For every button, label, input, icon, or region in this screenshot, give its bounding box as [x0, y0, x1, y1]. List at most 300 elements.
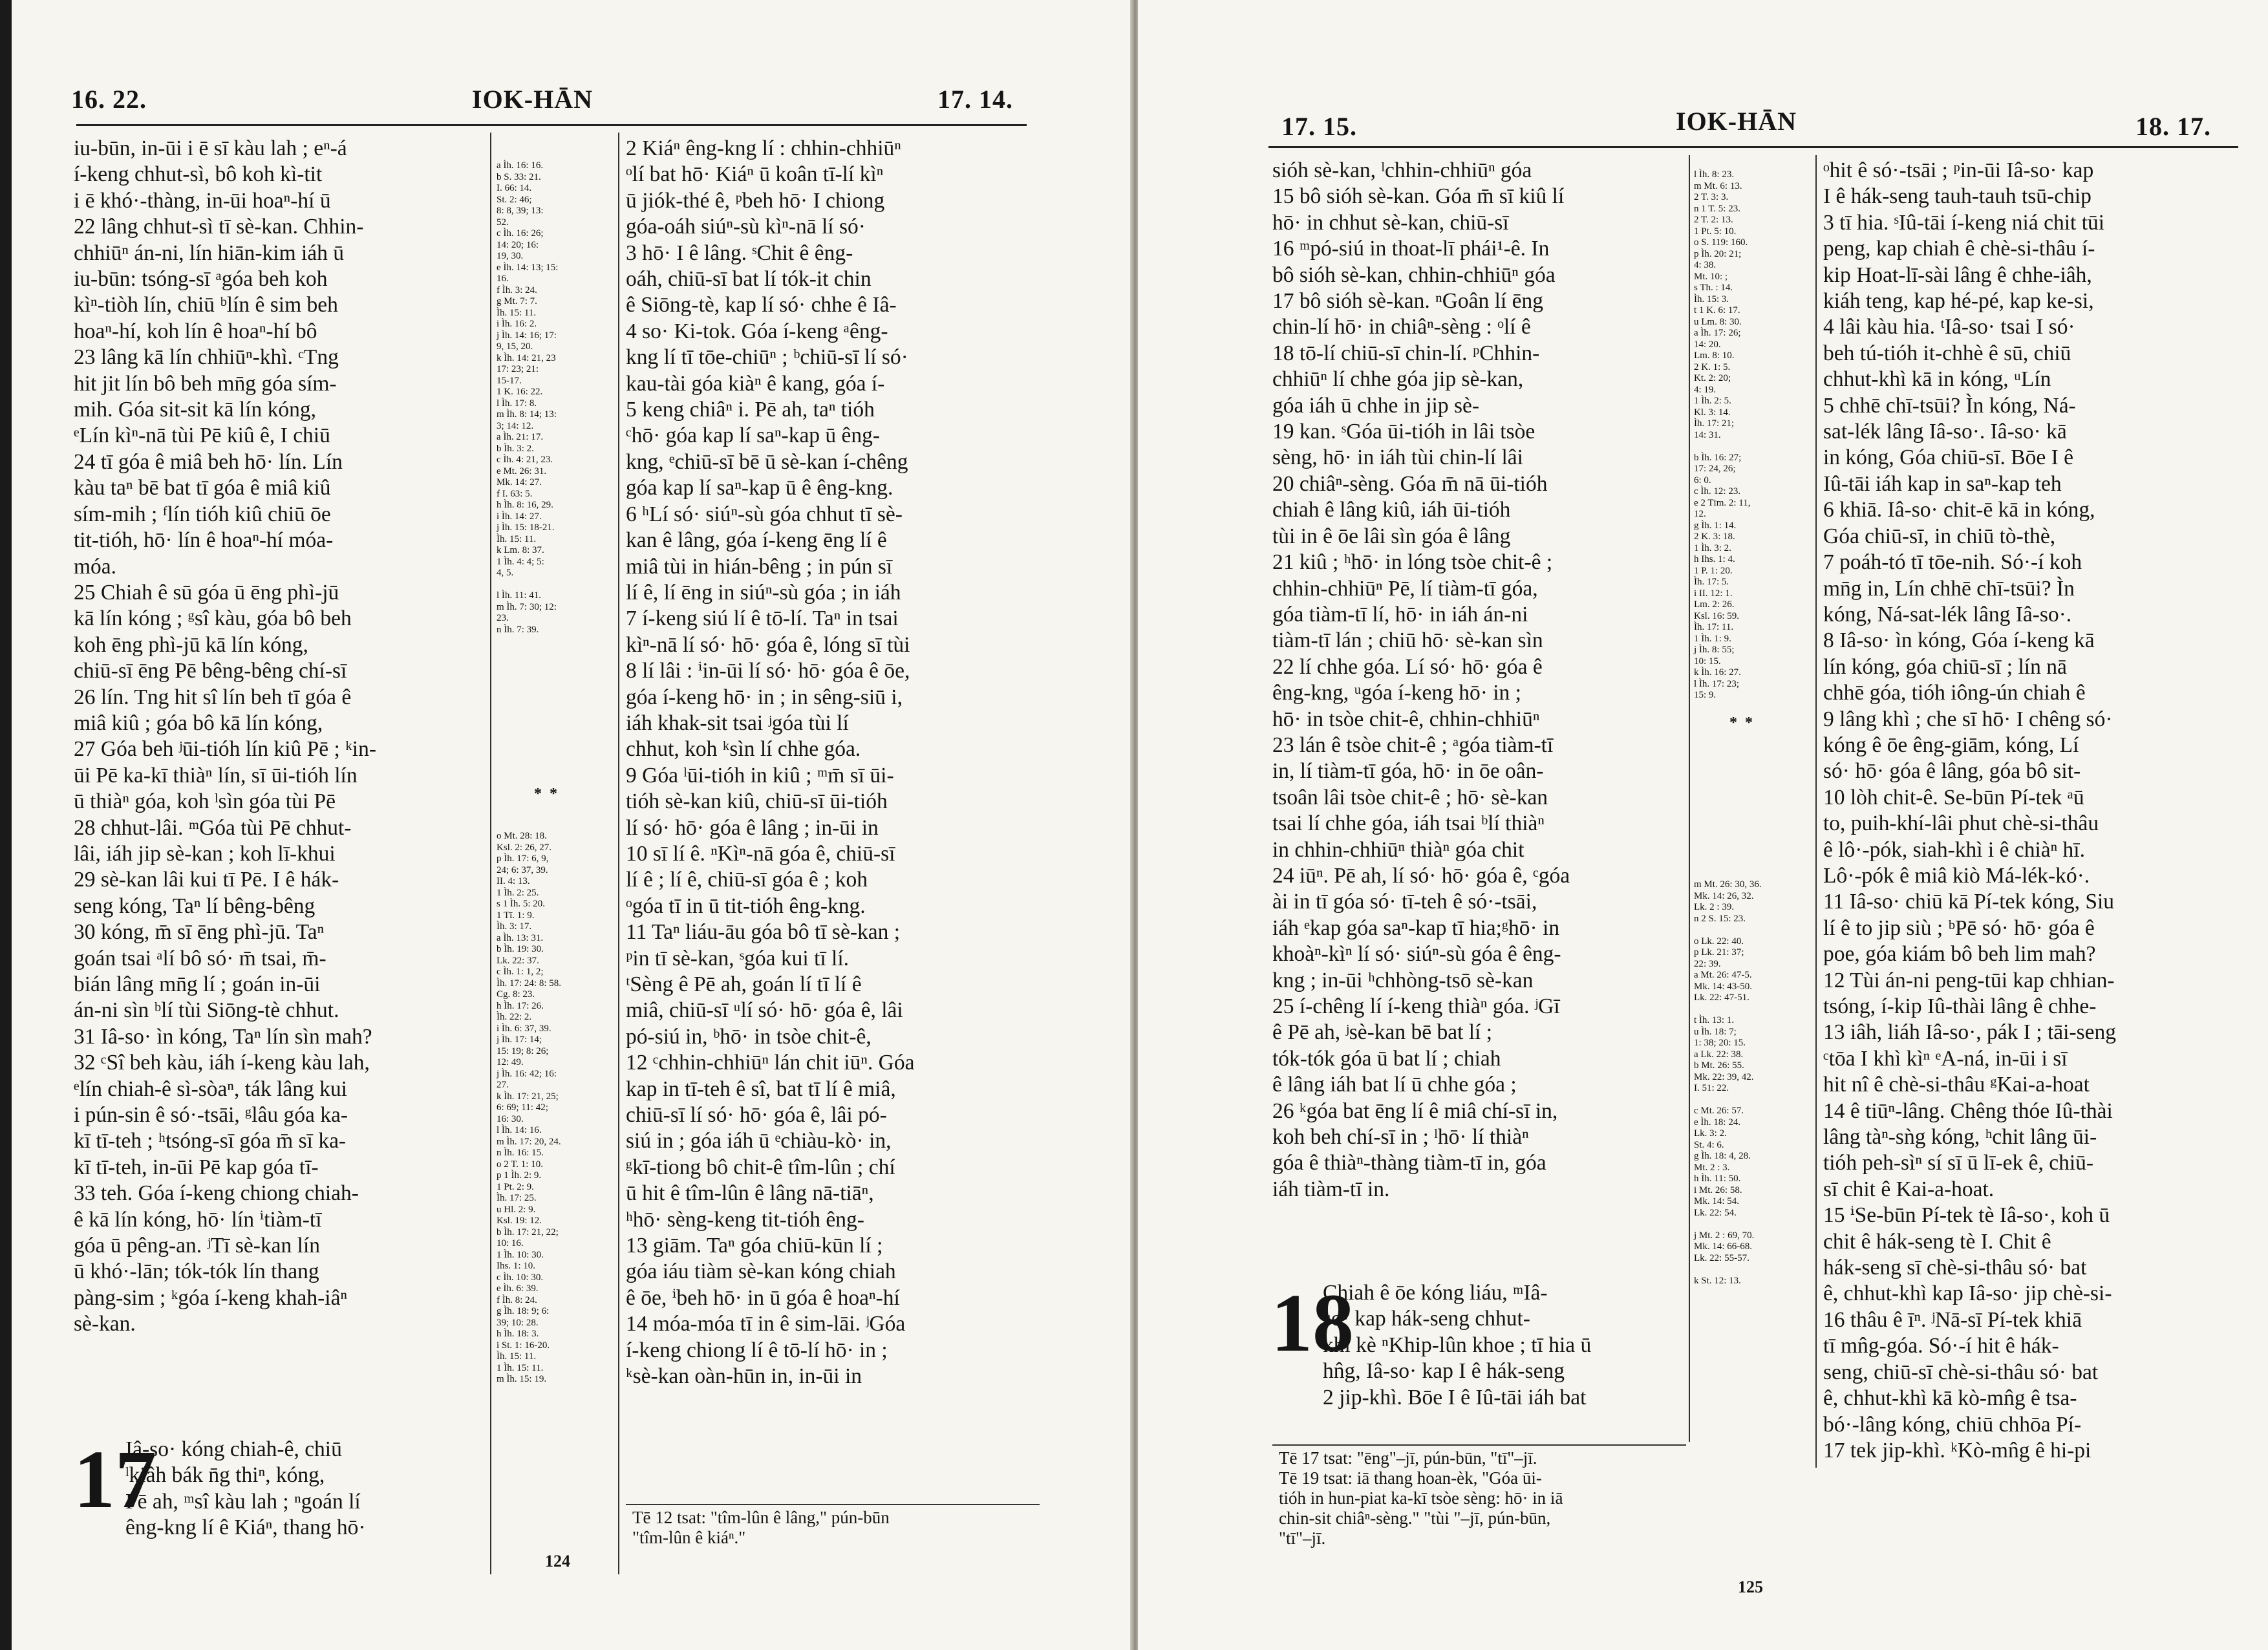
verse-line: koh ēng phì-jū kā lín kóng,	[74, 632, 308, 657]
cross-reference: 1 Pt. 5: 10.	[1694, 226, 1737, 237]
cross-reference: 22: 39.	[1694, 958, 1721, 969]
cross-reference: t Ìh. 13: 1.	[1694, 1015, 1735, 1025]
verse-line: 19 kan. ˢGóa ūi-tióh in lâi tsòe	[1272, 420, 1535, 444]
cross-reference: u Hl. 2: 9.	[497, 1204, 536, 1215]
reference-separator: * *	[534, 786, 557, 802]
verse-line: 15 ⁱSe-būn Pí-tek tè Iâ-so·, koh ū	[1823, 1203, 2110, 1228]
column-rule	[1815, 155, 1817, 1468]
verse-line: ūi Pē ka-kī thiàⁿ lín, sī ūi-tióh lín	[74, 763, 358, 788]
verse-line: miâ kiû ; góa bô kā lín kóng,	[74, 711, 323, 735]
verse-line: chhut, koh ᵏsìn lí chhe góa.	[626, 737, 861, 762]
cross-reference: b S. 33: 21.	[497, 171, 541, 182]
verse-line: kan ê lâng, góa í-keng ēng lí ê	[626, 528, 887, 553]
column-rule	[618, 133, 619, 1574]
cross-reference: 4: 38.	[1694, 260, 1717, 270]
verse-line: chit ê hák-seng tè I. Chit ê	[1823, 1229, 2051, 1254]
cross-reference: 15: 9.	[1694, 690, 1717, 700]
verse-line: chiū-sī lí só· hō· góa ê, lâi pó-	[626, 1103, 887, 1128]
cross-reference: o 2 T. 1: 10.	[497, 1159, 543, 1170]
verse-line: Pē ah, ᵐsî kàu lah ; ⁿgoán lí	[125, 1489, 361, 1514]
reference-column	[1694, 169, 1817, 702]
cross-reference: m Ìh. 15: 19.	[497, 1374, 547, 1384]
verse-line: Iû-tāi iáh kap in saⁿ-kap teh	[1823, 471, 2062, 496]
cross-reference: 14: 31.	[1694, 429, 1721, 440]
cross-reference: 15: 19; 8: 26;	[497, 1045, 549, 1056]
cross-reference: I. 51: 22.	[1694, 1083, 1729, 1093]
verse-line: tiàm-tī lán ; chiū hō· sè-kan sìn	[1272, 628, 1543, 653]
cross-reference: 1 K. 16: 22.	[497, 387, 543, 397]
cross-reference: m Ìh. 17: 20, 24.	[497, 1136, 561, 1147]
verse-line: ʰhō· sèng-keng tit-tióh êng-	[626, 1207, 864, 1232]
cross-reference: a Mt. 26: 47-5.	[1694, 970, 1752, 980]
cross-reference: 8: 8, 39; 13:	[497, 206, 544, 216]
running-head-right: 17. 14.	[937, 85, 1013, 114]
verse-line: só· hō· góa ê lâng, góa bô sit-	[1823, 759, 2081, 784]
verse-line: 10 lòh chit-ê. Se-būn Pí-tek ᵃū	[1823, 785, 2084, 809]
verse-line: lí só· hō· góa ê lâng ; in-ūi in	[626, 815, 879, 840]
verse-line: ê, chhut-khì kap Iâ-so· jip chè-si-	[1823, 1281, 2112, 1306]
header-rule	[1268, 146, 2238, 148]
verse-line: kng lí tī tōe-chiūⁿ ; ᵇchiū-sī lí só·	[626, 345, 908, 370]
verse-line: ê Siōng-tè, kap lí só· chhe ê Iâ-	[626, 293, 897, 317]
verse-line: 26 ᵏgóa bat ēng lí ê miâ chí-sī in,	[1272, 1098, 1558, 1123]
verse-line: chhiūⁿ án-ni, lín hiān-kim iáh ū	[74, 241, 345, 265]
cross-reference: Lk. 22: 54.	[1694, 1207, 1737, 1218]
footnote-line: Tē 17 tsat: "ēng"–jī, pún-būn, "tī"–jī.	[1279, 1448, 1537, 1468]
cross-reference: 1 Ìh. 2: 25.	[497, 887, 539, 898]
verse-line: kng ; in-ūi ʰchhòng-tsō sè-kan	[1272, 968, 1534, 992]
cross-reference: c Mt. 26: 57.	[1694, 1106, 1744, 1116]
cross-reference: e Ìh. 6: 39.	[497, 1283, 539, 1294]
verse-line: seng, chiū-sī chè-si-thâu só· bat	[1823, 1360, 2099, 1384]
column-rule	[490, 133, 491, 1574]
verse-line: 7 í-keng siú lí ê tō-lí. Taⁿ in tsai	[626, 606, 899, 631]
cross-reference: Ìh. 15: 3.	[1694, 294, 1729, 305]
verse-line: ᵉLín kìⁿ-nā tùi Pē kiû ê, I chiū	[74, 423, 330, 448]
cross-reference: 2 T. 3: 3.	[1694, 192, 1729, 202]
verse-line: 7 poáh-tó tī tōe-nih. Só·-í koh	[1823, 550, 2082, 575]
footnote-line: tióh in hun-piat ka-kī tsòe sèng: hō· in iā	[1279, 1488, 1563, 1508]
cross-reference: 16.	[497, 273, 509, 284]
verse-line: 13 giām. Taⁿ góa chiū-kūn lí ;	[626, 1234, 883, 1258]
cross-reference: 1 Ìh. 3: 2.	[1694, 542, 1731, 553]
cross-reference	[497, 579, 626, 591]
cross-reference: 3; 14: 12.	[497, 420, 534, 431]
cross-reference	[1694, 1264, 1817, 1276]
verse-line: 11 Iâ-so· chiū kā Pí-tek kóng, Siu	[1823, 890, 2115, 914]
verse-line: 8 lí lâi : ⁱin-ūi lí só· hō· góa ê ōe,	[626, 659, 910, 683]
cross-reference: b Ìh. 16: 27;	[1694, 452, 1742, 463]
verse-line: 24 tī góa ê miâ beh hō· lín. Lín	[74, 449, 343, 474]
verse-line: tióh peh-sìⁿ sí sī ū lī-ek ê, chiū-	[1823, 1151, 2094, 1175]
cross-reference: Ìh. 17: 24: 8: 58.	[497, 978, 561, 989]
verse-line: 24 iūⁿ. Pē ah, lí só· hō· góa ê, ᶜgóa	[1272, 863, 1570, 888]
verse-line: góa í-keng hō· in ; in sêng-siū i,	[626, 685, 903, 709]
cross-reference: n 1 T. 5: 23.	[1694, 203, 1740, 214]
verse-line: 23 lán ê tsòe chit-ê ; ᵃgóa tiàm-tī	[1272, 733, 1554, 757]
cross-reference: a Ìh. 21: 17.	[497, 432, 544, 442]
cross-reference: 1 P. 1: 20.	[1694, 565, 1733, 576]
verse-line: kī tī-teh, in-ūi Pē kap góa tī-	[74, 1155, 319, 1179]
verse-line: in chhin-chhiūⁿ thiàⁿ góa chit	[1272, 837, 1524, 862]
text-column-1	[74, 136, 487, 1338]
verse-line: 12 Tùi án-ni peng-tūi kap chhian-	[1823, 968, 2115, 992]
verse-line: i pún-sin ê só·-tsāi, ᵍlâu góa ka-	[74, 1103, 348, 1128]
verse-line: Lô·-pók ê miâ kiò Má-lék-kó·.	[1823, 863, 2090, 888]
cross-reference: j Ìh. 17: 14;	[497, 1034, 542, 1045]
cross-reference: Ìh. 15: 11.	[497, 533, 537, 544]
verse-line: pó-siú in, ᵇhō· in tsòe chit-ê,	[626, 1024, 872, 1049]
right-page	[1138, 0, 2268, 1650]
verse-line: kau-tài góa kiàⁿ ê kang, góa í-	[626, 371, 885, 396]
cross-reference: g Mt. 7: 7.	[497, 296, 537, 306]
cross-reference: b Ìh. 19: 30.	[497, 944, 544, 954]
cross-reference: l Ìh. 17: 8.	[497, 398, 537, 409]
reference-separator: * *	[1729, 714, 1753, 731]
verse-line: 30 kóng, m̄ sī ēng phì-jū. Taⁿ	[74, 920, 325, 945]
verse-line: 28 chhut-lâi. ᵐGóa tùi Pē chhut-	[74, 815, 352, 840]
verse-line: ᵒlí bat hō· Kiáⁿ ū koân tī-lí kìⁿ	[626, 162, 884, 187]
verse-line: lín kóng, góa chiū-sī ; lín nā	[1823, 654, 2067, 679]
verse-line: khoàⁿ-kìⁿ lí só· siúⁿ-sù góa ê êng-	[1272, 942, 1561, 967]
column-rule	[1689, 155, 1690, 1442]
cross-reference: m Mt. 6: 13.	[1694, 180, 1742, 191]
verse-line: chin-lí hō· in chiâⁿ-sèng : ᵒlí ê	[1272, 315, 1531, 339]
verse-line: 14 móa-móa tī in ê sim-lāi. ʲGóa	[626, 1312, 906, 1336]
verse-line: hit jit lín bô beh mn̄g góa sím-	[74, 371, 337, 396]
verse-line: kiáh teng, kap hé-pé, kap ke-si,	[1823, 289, 2094, 314]
verse-line: 29 sè-kan lâi kui tī Pē. I ê hák-	[74, 868, 339, 892]
cross-reference: Ìh. 17: 25.	[497, 1193, 537, 1203]
cross-reference: Lk. 3: 2.	[1694, 1128, 1727, 1139]
verse-line: ê lâng iáh bat lí ū chhe góa ;	[1272, 1073, 1517, 1097]
verse-line: 31 Iâ-so· ìn kóng, Taⁿ lín sìn mah?	[74, 1024, 372, 1049]
chapter-numeral: 17	[74, 1433, 156, 1525]
cross-reference: 1 Ìh. 2: 5.	[1694, 396, 1731, 406]
cross-reference: Kl. 3: 14.	[1694, 407, 1731, 418]
cross-reference	[1694, 441, 1817, 453]
cross-reference: 1 Tī. 1: 9.	[497, 910, 535, 921]
verse-line: góa iáh ū chhe in jip sè-	[1272, 393, 1480, 418]
verse-line: tsoân lâi tsòe chit-ê ; hō· sè-kan	[1272, 785, 1548, 809]
chapter-numeral: 18	[1271, 1277, 1354, 1369]
verse-line: bó·-lâng kóng, chiū chhōa Pí-	[1823, 1412, 2082, 1437]
cross-reference: 23.	[497, 613, 509, 623]
verse-line: miâ, chiū-sī ᵘlí só· hō· góa ê, lâi	[626, 998, 903, 1023]
left-page	[0, 0, 1133, 1650]
cross-reference: j Ìh. 16: 42; 16:	[497, 1068, 557, 1079]
verse-line: ᵍkī-tiong bô chit-ê tîm-lûn ; chí	[626, 1155, 895, 1179]
page-number: 124	[545, 1552, 570, 1570]
verse-line: lí ê to jip siù ; ᵇPē só· hō· góa ê	[1823, 916, 2095, 940]
cross-reference	[1694, 925, 1817, 936]
verse-line: 10 sī lí ê. ⁿKìⁿ-nā góa ê, chiū-sī	[626, 841, 895, 866]
footnote	[632, 1508, 1046, 1548]
cross-reference: g Ìh. 18: 9; 6:	[497, 1306, 550, 1316]
cross-reference: 14: 20.	[1694, 339, 1721, 350]
cross-reference: k Lm. 8: 37.	[497, 545, 544, 555]
verse-line: góa ê thiàⁿ-thàng tiàm-tī in, góa	[1272, 1151, 1546, 1175]
cross-reference: Ìh. 22: 2.	[497, 1012, 532, 1022]
cross-reference: Kt. 2: 20;	[1694, 373, 1731, 383]
verse-line: 17 tek jip-khì. ᵏKò-mn̂g ê hi-pi	[1823, 1438, 2091, 1462]
verse-line: tùi in ê ōe lâi sìn góa ê lâng	[1272, 524, 1511, 548]
cross-reference: e Ìh. 18: 24.	[1694, 1117, 1741, 1128]
verse-line: 3 tī hia. ˢIû-tāi í-keng niá chit tūi	[1823, 210, 2105, 235]
verse-line: 6 ʰLí só· siúⁿ-sù góa chhut tī sè-	[626, 502, 903, 526]
cross-reference: Mt. 2 : 3.	[1694, 1162, 1730, 1173]
verse-line: án-ni sìn ᵇlí tùi Siōng-tè chhut.	[74, 998, 339, 1023]
cross-reference: i II. 12: 1.	[1694, 588, 1733, 599]
cross-reference: c Ìh. 4: 21, 23.	[497, 455, 553, 465]
cross-reference: c Ìh. 12: 23.	[1694, 486, 1741, 497]
cross-reference: 2 K. 3: 18.	[1694, 531, 1735, 542]
footnote-rule	[1272, 1444, 1686, 1446]
cross-reference: i Ìh. 6: 37, 39.	[497, 1023, 551, 1034]
verse-line: ū thiàⁿ góa, koh ˡsìn góa tùi Pē	[74, 789, 336, 814]
verse-line: tsóng, í-kip Iû-thài lâng ê chhe-	[1823, 994, 2097, 1018]
verse-line: kng, ᵉchiū-sī bē ū sè-kan í-chêng	[626, 449, 908, 474]
cross-reference: 15-17.	[497, 375, 522, 386]
cross-reference: Ìh. 3: 17.	[497, 921, 532, 932]
verse-line: kip Hoat-lī-sài lâng ê chhe-iâh,	[1823, 262, 2092, 287]
cross-reference: o S. 119: 160.	[1694, 237, 1748, 248]
verse-line: 15 bô sióh sè-kan. Góa m̄ sī kiû lí	[1272, 184, 1565, 209]
footnote-line: Tē 19 tsat: iā thang hoan-èk, "Góa ūi-	[1279, 1468, 1542, 1488]
verse-line: ᵒgóa tī in ū tit-tióh êng-kng.	[626, 894, 866, 918]
verse-line: 12 ᶜchhin-chhiūⁿ lán chit iūⁿ. Góa	[626, 1051, 915, 1075]
verse-line: 21 kiû ; ʰhō· in lóng tsòe chit-ê ;	[1272, 550, 1553, 575]
verse-line: ˡkiâh bák n̄g thiⁿ, kóng,	[125, 1463, 325, 1488]
verse-line: bô sióh sè-kan, chhin-chhiūⁿ góa	[1272, 262, 1556, 287]
verse-line: siú in ; góa iáh ū ᵉchiàu-kò· in,	[626, 1129, 892, 1153]
cross-reference: j Ìh. 14: 16; 17:	[497, 330, 557, 341]
cross-reference: 1 Ìh. 4: 4; 5:	[497, 556, 544, 567]
verse-line: 9 lâng khì ; che sī hō· I chêng só·	[1823, 707, 2113, 731]
cross-reference: i Ìh. 16: 2.	[497, 319, 537, 329]
verse-line: 9 Góa ˡūi-tióh in kiû ; ᵐm̄ sī ūi-	[626, 763, 894, 788]
verse-line: 25 Chiah ê sū góa ū ēng phì-jū	[74, 580, 339, 605]
reference-column-2	[1694, 879, 1817, 1287]
verse-line: Chiah ê ōe kóng liáu, ᵐIâ-	[1323, 1281, 1548, 1305]
verse-line: 20 chiâⁿ-sèng. Góa m̄ nā ūi-tióh	[1272, 471, 1548, 496]
header-rule	[76, 124, 1027, 126]
verse-line: 4 so· Ki-tok. Góa í-keng ᵃêng-	[626, 319, 888, 343]
cross-reference: s Th. : 14.	[1694, 283, 1733, 293]
running-head-title: IOK-HĀN	[472, 85, 593, 114]
cross-reference: k Ìh. 14: 21, 23	[497, 352, 556, 363]
chapter-17-opening	[125, 1437, 487, 1541]
cross-reference: 24; 6: 37, 39.	[497, 864, 548, 875]
cross-reference: k St. 12: 13.	[1694, 1275, 1741, 1286]
verse-line: koh beh chí-sī in ; ˡhō· lí thiàⁿ	[1272, 1125, 1529, 1150]
verse-line: ài in tī góa só· tī-teh ê só·-tsāi,	[1272, 890, 1537, 914]
verse-line: 8 Iâ-so· ìn kóng, Góa í-keng kā	[1823, 628, 2095, 653]
cross-reference: 10: 15.	[1694, 656, 1721, 667]
verse-line: sím-mih ; ᶠlín tióh kiû chiū ōe	[74, 502, 331, 526]
cross-reference: Ìh. 15: 11.	[497, 1351, 537, 1362]
verse-line: so· kap hák-seng chhut-	[1323, 1307, 1530, 1331]
cross-reference: m Ìh. 8: 14; 13:	[497, 409, 557, 420]
cross-reference: m Ìh. 7: 30; 12:	[497, 601, 557, 612]
cross-reference: a Ìh. 16: 16.	[497, 160, 544, 171]
cross-reference: Mt. 10: ;	[1694, 271, 1728, 282]
cross-reference: Lk. 2 : 39.	[1694, 902, 1735, 912]
verse-line: 16 ᵐpó-siú in thoat-lī phái¹-ê. In	[1272, 237, 1550, 261]
verse-line: mih. Góa sit-sit kā lín kóng,	[74, 398, 316, 422]
footnote-line: Tē 12 tsat: "tîm-lûn ê lâng," pún-būn	[632, 1508, 890, 1527]
verse-line: êng-kng, ᵘgóa í-keng hō· in ;	[1272, 681, 1521, 705]
verse-line: góa ū pêng-an. ʲTī sè-kan lín	[74, 1234, 321, 1258]
verse-line: 2 Kiáⁿ êng-kng lí : chhin-chhiūⁿ	[626, 136, 901, 160]
cross-reference: h Ihs. 1: 4.	[1694, 554, 1735, 564]
verse-line: iu-būn, in-ūi i ē sī kàu lah ; eⁿ-á	[74, 136, 347, 160]
cross-reference: k Ìh. 16: 27.	[1694, 667, 1741, 678]
cross-reference: 1: 38; 20: 15.	[1694, 1038, 1746, 1048]
cross-reference: l Ìh. 17: 23;	[1694, 678, 1739, 689]
verse-line: 2 jip-khì. Bōe I ê Iû-tāi iáh bat	[1323, 1385, 1587, 1409]
verse-line: mn̄g in, Lín chhē chī-tsūi? Ìn	[1823, 576, 2075, 601]
cross-reference: 1 Ìh. 10: 30.	[497, 1249, 544, 1260]
verse-line: tsai lí chhe góa, iáh tsai ᵇlí thiàⁿ	[1272, 811, 1545, 836]
cross-reference: o Lk. 22: 40.	[1694, 936, 1744, 947]
verse-line: 18 tō-lí chiū-sī chin-lí. ᵖChhin-	[1272, 341, 1540, 365]
verse-line: tit-tióh, hō· lín ê hoaⁿ-hí móa-	[74, 528, 334, 553]
reference-column-2	[497, 831, 626, 1386]
cross-reference: p Ìh. 17: 6, 9,	[497, 853, 549, 864]
verse-line: hō· in tsòe chit-ê, chhin-chhiūⁿ	[1272, 707, 1540, 731]
verse-line: 33 teh. Góa í-keng chiong chiah-	[74, 1181, 359, 1206]
verse-line: lí ê ; lí ê, chiū-sī góa ê ; koh	[626, 868, 868, 892]
verse-line: khì kè ⁿKhip-lûn khoe ; tī hia ū	[1323, 1333, 1592, 1357]
cross-reference: Mk. 14: 43-50.	[1694, 981, 1752, 992]
verse-line: ᵏsè-kan oàn-hūn in, in-ūi in	[626, 1364, 862, 1389]
cross-reference: g Ìh. 18: 4, 28.	[1694, 1151, 1751, 1161]
verse-line: iáh tiàm-tī in.	[1272, 1177, 1390, 1201]
verse-line: 23 lâng kā lín chhiūⁿ-khì. ᶜTng	[74, 345, 339, 370]
cross-reference: Mk. 14: 27.	[497, 477, 542, 488]
cross-reference: u Ìh. 18: 7;	[1694, 1026, 1737, 1037]
cross-reference: 1 Ìh. 15: 11.	[497, 1362, 544, 1373]
cross-reference	[1694, 1219, 1817, 1230]
verse-line: miâ tùi in hián-bêng ; in pún sī	[626, 554, 893, 579]
running-head-left: 16. 22.	[71, 85, 147, 114]
verse-line: hit nî ê chè-si-thâu ᵍKai-a-hoat	[1823, 1073, 2090, 1097]
cross-reference: 2 T. 2: 13.	[1694, 215, 1733, 225]
cross-reference: 27.	[497, 1080, 509, 1090]
page-number: 125	[1738, 1578, 1763, 1596]
verse-line: móa.	[74, 554, 117, 579]
cross-reference: 2 K. 1: 5.	[1694, 361, 1731, 372]
verse-line: ᵒhit ê só·-tsāi ; ᵖin-ūi Iâ-so· kap	[1823, 158, 2094, 182]
cross-reference: Ìh. 17: 21;	[1694, 418, 1735, 429]
footnote-line: "tîm-lûn ê kiáⁿ."	[632, 1528, 746, 1547]
cross-reference: l Ìh. 14: 16.	[497, 1125, 542, 1135]
verse-line: ê Pē ah, ʲsè-kan bē bat lí ;	[1272, 1020, 1493, 1045]
cross-reference: 17: 23; 21:	[497, 364, 539, 374]
verse-line: chhut-khì kā in kóng, ᵘLín	[1823, 367, 2051, 392]
cross-reference: u Lm. 8: 30.	[1694, 316, 1742, 327]
cross-reference: Ìh. 17: 5.	[1694, 577, 1729, 587]
verse-line: ᵗSèng ê Pē ah, goán lí tī lí ê	[626, 972, 862, 996]
cross-reference	[1694, 1095, 1817, 1106]
cross-reference: c Ìh. 16: 26;	[497, 228, 544, 239]
cross-reference: 6: 0.	[1694, 475, 1711, 486]
verse-line: hák-seng sī chè-si-thâu só· bat	[1823, 1256, 2087, 1280]
cross-reference: Lm. 2: 26.	[1694, 599, 1735, 610]
verse-line: ê kā lín kóng, hō· lín ⁱtiàm-tī	[74, 1207, 322, 1232]
cross-reference: Mk. 14: 66-68.	[1694, 1241, 1752, 1252]
cross-reference: 6: 69; 11: 42;	[497, 1102, 548, 1113]
cross-reference: h Ìh. 18: 3.	[497, 1329, 539, 1339]
cross-reference: 52.	[497, 217, 509, 228]
cross-reference: f Ìh. 8: 24.	[497, 1294, 537, 1305]
cross-reference: II. 4: 13.	[497, 876, 530, 886]
verse-line: 32 ᶜSî beh kàu, iáh í-keng kàu lah,	[74, 1051, 370, 1075]
verse-line: to, puih-khí-lâi phut chè-si-thâu	[1823, 811, 2099, 836]
verse-line: sī chit ê Kai-a-hoat.	[1823, 1177, 1995, 1201]
text-column-2	[626, 136, 1040, 1390]
verse-line: kìⁿ-tiòh lín, chiū ᵇlín ê sim beh	[74, 293, 338, 317]
verse-line: sè-kan.	[74, 1312, 136, 1336]
verse-line: i ē khó·-thàng, in-ūi hoaⁿ-hí ū	[74, 188, 331, 213]
verse-line: tióh sè-kan kiû, chiū-sī ūi-tióh	[626, 789, 888, 814]
cross-reference: Mk. 22: 39, 42.	[1694, 1071, 1754, 1082]
verse-line: tók-tók góa ū bat lí ; chiah	[1272, 1046, 1501, 1071]
verse-line: góa iáu tiàm sè-kan kóng chiah	[626, 1259, 896, 1284]
cross-reference: Ksl. 16: 59.	[1694, 610, 1740, 621]
verse-line: chhin-chhiūⁿ Pē, lí tiàm-tī góa,	[1272, 576, 1538, 601]
reference-column	[497, 160, 626, 636]
cross-reference: c Ìh. 10: 30.	[497, 1272, 544, 1283]
cross-reference: 1 Ìh. 1: 9.	[1694, 633, 1731, 644]
footnote-rule	[626, 1504, 1040, 1505]
verse-line: 5 chhē chī-tsūi? Ìn kóng, Ná-	[1823, 393, 2076, 418]
cross-reference: Ihs. 1: 10.	[497, 1261, 535, 1271]
cross-reference: j Mt. 2 : 69, 70.	[1694, 1230, 1755, 1241]
cross-reference: n 2 S. 15: 23.	[1694, 913, 1746, 924]
verse-line: 4 lâi kàu hia. ᵗIâ-so· tsai I só·	[1823, 315, 2075, 339]
verse-line: in, lí tiàm-tī góa, hō· in ōe oân-	[1272, 759, 1544, 784]
cross-reference: j Ìh. 8: 55;	[1694, 645, 1735, 655]
running-head-left: 17. 15.	[1281, 112, 1357, 141]
verse-line: iáh khak-sit tsai ʲgóa tùi lí	[626, 711, 849, 735]
verse-line: kàu taⁿ bē bat tī góa ê miâ kiû	[74, 476, 331, 500]
cross-reference: 12: 49.	[497, 1057, 524, 1067]
verse-line: ᵖin tī sè-kan, ˢgóa kui tī lí.	[626, 946, 850, 970]
verse-line: lí ê, lí ēng in siúⁿ-sù góa ; in iáh	[626, 580, 901, 605]
cross-reference: e Mt. 26: 31.	[497, 466, 547, 477]
cross-reference: a Ìh. 17: 26;	[1694, 328, 1741, 338]
verse-line: góa-oáh siúⁿ-sù kìⁿ-nā lí só·	[626, 215, 866, 239]
running-head-right: 18. 17.	[2135, 112, 2211, 141]
cross-reference: 4: 19.	[1694, 384, 1717, 395]
verse-line: iáh ᵉkap góa saⁿ-kap tī hia;ᵍhō· in	[1272, 916, 1560, 940]
verse-line: chiū-sī ēng Pē bêng-bêng chí-sī	[74, 659, 347, 683]
cross-reference: i St. 1: 16-20.	[497, 1340, 550, 1351]
verse-line: kóng, Ná-sat-lék lâng Iâ-so·.	[1823, 602, 2072, 627]
cross-reference: l Ìh. 8: 23.	[1694, 169, 1735, 180]
cross-reference: k Ìh. 17: 21, 25;	[497, 1091, 559, 1102]
verse-line: 5 keng chiâⁿ i. Pē ah, taⁿ tióh	[626, 398, 875, 422]
verse-line: in kóng, Góa chiū-sī. Bōe I ê	[1823, 445, 2074, 470]
cross-reference: 10: 16.	[497, 1238, 524, 1248]
verse-line: Iâ-so· kóng chiah-ê, chiū	[125, 1437, 342, 1461]
cross-reference: o Mt. 28: 18.	[497, 831, 547, 841]
chapter-18-opening	[1323, 1280, 1685, 1411]
cross-reference: 19, 30.	[497, 251, 524, 261]
verse-line: góa kap lí saⁿ-kap ū ê êng-kng.	[626, 476, 893, 500]
